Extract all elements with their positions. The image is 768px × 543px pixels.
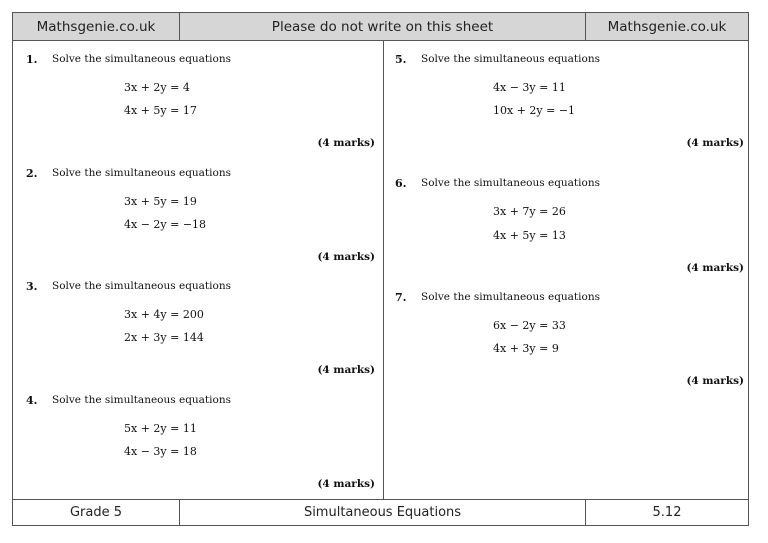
equation-1a: 3x + 2y = 4 <box>124 81 190 94</box>
equation-2a: 3x + 5y = 19 <box>124 195 197 208</box>
equation-1b: 4x + 5y = 17 <box>124 104 197 117</box>
header-bar <box>13 13 748 41</box>
question-number: 1. <box>26 53 38 66</box>
equation-3a: 3x + 4y = 200 <box>124 308 204 321</box>
header-site-left: Mathsgenie.co.uk <box>13 13 180 40</box>
equation-7a: 6x − 2y = 33 <box>493 319 566 332</box>
equation-5b: 10x + 2y = −1 <box>493 104 576 117</box>
equation-6a: 3x + 7y = 26 <box>493 205 566 218</box>
footer-topic: Simultaneous Equations <box>180 500 586 525</box>
marks-2: (4 marks) <box>317 251 375 263</box>
question-number: 2. <box>26 167 38 180</box>
footer-code: 5.12 <box>652 505 682 520</box>
question-number: 3. <box>26 280 38 293</box>
equation-6b: 4x + 5y = 13 <box>493 229 566 242</box>
question-text: Solve the simultaneous equations <box>52 394 231 406</box>
marks-5: (4 marks) <box>686 137 744 149</box>
equation-4a: 5x + 2y = 11 <box>124 422 197 435</box>
question-number: 4. <box>26 394 38 407</box>
worksheet <box>12 12 749 526</box>
question-number: 6. <box>395 177 407 190</box>
equation-4b: 4x − 3y = 18 <box>124 445 197 458</box>
equation-5a: 4x − 3y = 11 <box>493 81 566 94</box>
marks-6: (4 marks) <box>686 262 744 274</box>
marks-1: (4 marks) <box>317 137 375 149</box>
question-text: Solve the simultaneous equations <box>52 167 231 179</box>
equation-2b: 4x − 2y = −18 <box>124 218 207 231</box>
question-text: Solve the simultaneous equations <box>421 177 600 189</box>
equation-3b: 2x + 3y = 144 <box>124 331 204 344</box>
question-number: 7. <box>395 291 407 304</box>
marks-7: (4 marks) <box>686 375 744 387</box>
column-divider <box>383 41 384 499</box>
footer-grade: Grade 5 <box>13 500 180 525</box>
header-site-right: Mathsgenie.co.uk <box>607 18 727 35</box>
question-text: Solve the simultaneous equations <box>421 53 600 65</box>
marks-3: (4 marks) <box>317 364 375 376</box>
question-text: Solve the simultaneous equations <box>421 291 600 303</box>
question-text: Solve the simultaneous equations <box>52 280 231 292</box>
marks-4: (4 marks) <box>317 478 375 490</box>
equation-7b: 4x + 3y = 9 <box>493 342 559 355</box>
question-text: Solve the simultaneous equations <box>52 53 231 65</box>
footer-bar <box>13 499 748 525</box>
question-number: 5. <box>395 53 407 66</box>
header-notice: Please do not write on this sheet <box>180 13 586 40</box>
